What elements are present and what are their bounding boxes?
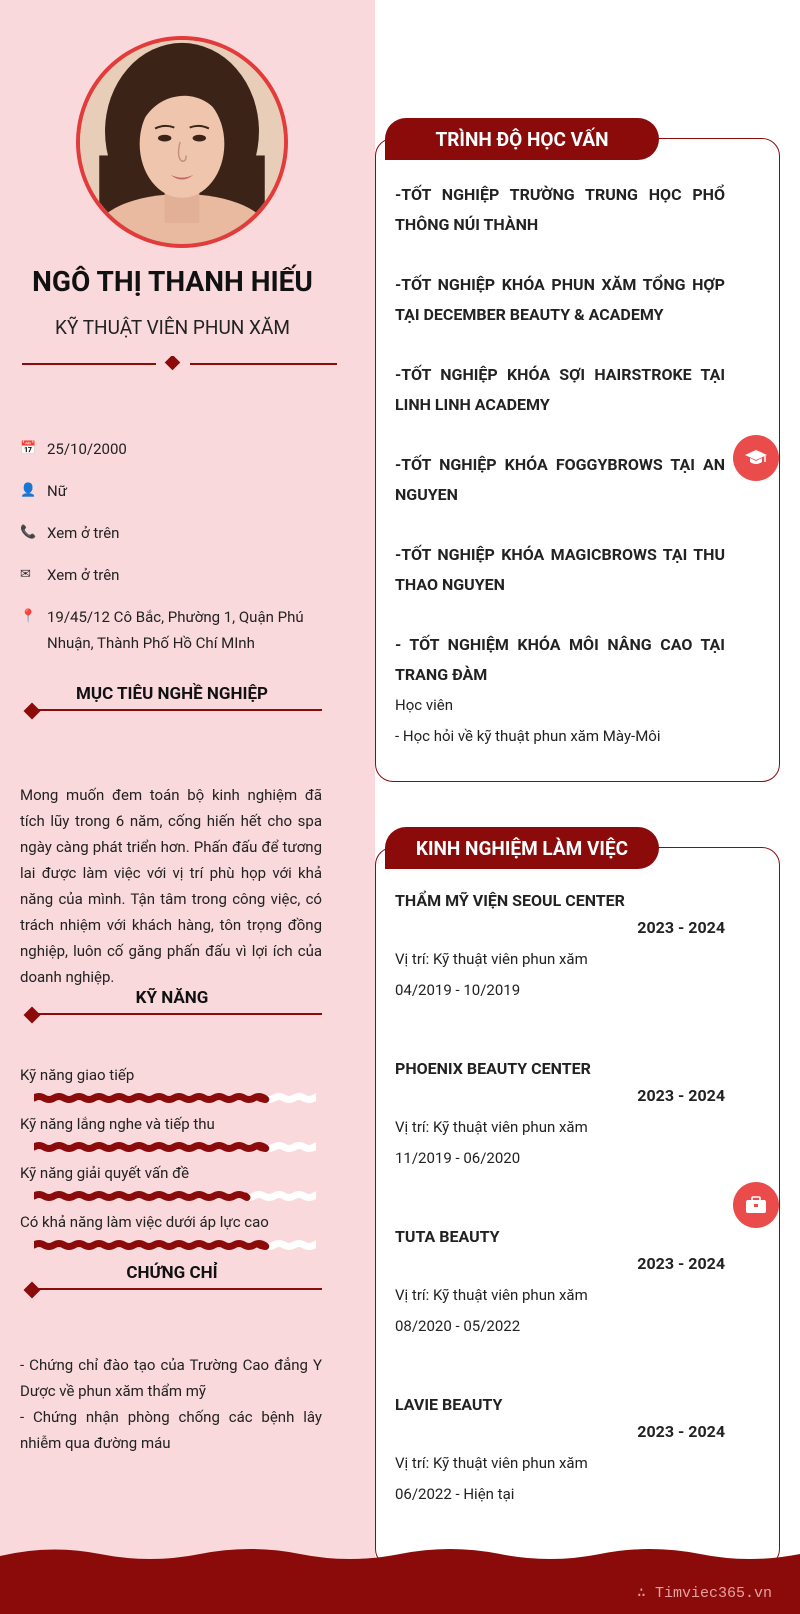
name-divider	[22, 356, 337, 372]
skill-bar-fill	[34, 1244, 266, 1247]
job-period: 08/2020 - 05/2022	[395, 1317, 521, 1335]
education-heading: TRÌNH ĐỘ HỌC VẤN	[385, 118, 659, 160]
education-list	[395, 180, 725, 752]
objective-heading-block	[22, 684, 322, 714]
contact-info	[20, 436, 340, 672]
job-period: 04/2019 - 10/2019	[395, 981, 521, 999]
job-item	[395, 1056, 725, 1224]
skill-level-bar	[34, 1190, 316, 1202]
candidate-job-title: KỸ THUẬT VIÊN PHUN XĂM	[55, 316, 290, 339]
job-years: 2023 - 2024	[637, 1254, 725, 1273]
skill-level-bar	[34, 1239, 316, 1251]
experience-list	[395, 888, 725, 1560]
skills-heading: KỸ NĂNG	[135, 988, 209, 1008]
briefcase-icon	[733, 1182, 779, 1228]
candidate-name: NGÔ THỊ THANH HIẾU	[32, 265, 313, 298]
job-company: PHOENIX BEAUTY CENTER	[395, 1059, 591, 1078]
skill-label: Kỹ năng lắng nghe và tiếp thu	[20, 1115, 215, 1133]
education-item: -TỐT NGHIỆP KHÓA PHUN XĂM TỔNG HỢP TẠI DECEMBER BEAUTY & ACADEMY	[395, 275, 725, 324]
gender-value: Nữ	[47, 482, 67, 500]
phone-icon: 📞	[20, 525, 37, 540]
job-role: Vị trí: Kỹ thuật viên phun xăm	[395, 1118, 588, 1136]
gender-row	[20, 478, 340, 504]
skill-bar-fill	[34, 1146, 266, 1149]
job-period: 06/2022 - Hiện tại	[395, 1485, 515, 1503]
birthday-value: 25/10/2000	[47, 440, 127, 458]
person-icon: 👤	[20, 483, 37, 498]
experience-heading: KINH NGHIỆM LÀM VIỆC	[385, 827, 659, 869]
skills-list	[20, 1066, 322, 1262]
education-item: -TỐT NGHIỆP KHÓA FOGGYBROWS TẠI AN NGUYEN	[395, 455, 725, 504]
job-item	[395, 1224, 725, 1392]
certificate-item: - Chứng nhận phòng chống các bệnh lây nhiễm qua đường máu	[20, 1408, 322, 1452]
skill-label: Kỹ năng giao tiếp	[20, 1066, 135, 1084]
calendar-icon: 📅	[20, 441, 37, 456]
job-years: 2023 - 2024	[637, 918, 725, 937]
skill-label: Có khả năng làm việc dưới áp lực cao	[20, 1213, 269, 1231]
job-item	[395, 1392, 725, 1560]
skill-level-bar	[34, 1092, 316, 1104]
job-period: 11/2019 - 06/2020	[395, 1149, 521, 1167]
email-value: Xem ở trên	[47, 566, 120, 584]
footer-wave	[0, 1544, 800, 1614]
job-years: 2023 - 2024	[637, 1086, 725, 1105]
skill-label: Kỹ năng giải quyết vấn đề	[20, 1164, 190, 1182]
certificates-heading-line	[32, 1288, 322, 1290]
job-years: 2023 - 2024	[637, 1422, 725, 1441]
education-item: -TỐT NGHIỆP TRƯỜNG TRUNG HỌC PHỔ THÔNG NÚI THÀNH	[395, 185, 725, 234]
job-company: TUTA BEAUTY	[395, 1227, 500, 1246]
address-value: 19/45/12 Cô Bắc, Phường 1, Quận Phú Nhuận, Thành Phố Hồ Chí MInh	[47, 608, 304, 652]
job-company: LAVIE BEAUTY	[395, 1395, 503, 1414]
skill-item	[20, 1164, 322, 1213]
certificates-heading: CHỨNG CHỈ	[126, 1263, 218, 1283]
skill-item	[20, 1115, 322, 1164]
objective-heading: MỤC TIÊU NGHỀ NGHIỆP	[76, 684, 268, 704]
location-pin-icon: 📍	[20, 609, 37, 624]
skill-item	[20, 1213, 322, 1262]
education-role: Học viên	[395, 696, 453, 714]
skill-bar-fill	[34, 1097, 266, 1100]
avatar	[76, 36, 288, 248]
skill-item	[20, 1066, 322, 1115]
job-role: Vị trí: Kỹ thuật viên phun xăm	[395, 1454, 588, 1472]
skill-bar-fill	[34, 1195, 247, 1198]
footer-brand: ∴ Timviec365.vn	[636, 1585, 772, 1602]
phone-row	[20, 520, 340, 546]
job-item	[395, 888, 725, 1056]
objective-text: Mong muốn đem toán bộ kinh nghiệm đã tích lũy trong 6 năm, cống hiến hết cho spa ngày càng phát triển hơn. Phấn đấu để tương lai được làm việc với vị trí phù họp với khả năng của mình. Tận tâm trong công việc, có trách nhiệm với khách hàng, tôn trọng đồng nghiệp, luôn cố găng phấn đấu vì lợi ích của doanh nghiệp.	[20, 786, 322, 986]
skill-level-bar	[34, 1141, 316, 1153]
objective-heading-line	[32, 709, 322, 711]
certificate-item: - Chứng chỉ đào tạo của Trường Cao đẳng Y Dược về phun xăm thẩm mỹ	[20, 1356, 322, 1400]
certificates-heading-block	[22, 1263, 322, 1293]
education-item: -TỐT NGHIỆP KHÓA MAGICBROWS TẠI THU THAO NGUYEN	[395, 545, 725, 594]
job-role: Vị trí: Kỹ thuật viên phun xăm	[395, 1286, 588, 1304]
email-row	[20, 562, 340, 588]
graduation-cap-icon	[733, 435, 779, 481]
phone-value: Xem ở trên	[47, 524, 120, 542]
email-icon: ✉	[20, 567, 31, 582]
education-item: - TỐT NGHIỆM KHÓA MÔI NÂNG CAO TẠI TRANG ĐÀM	[395, 635, 725, 684]
address-row	[20, 604, 340, 656]
education-note: - Học hỏi về kỹ thuật phun xăm Mày-Môi	[395, 727, 661, 745]
job-company: THẨM MỸ VIỆN SEOUL CENTER	[395, 891, 625, 910]
skills-heading-line	[32, 1013, 322, 1015]
education-item: -TỐT NGHIỆP KHÓA SỢI HAIRSTROKE TẠI LINH LINH ACADEMY	[395, 365, 725, 414]
skills-heading-block	[22, 988, 322, 1018]
birthday-row	[20, 436, 340, 462]
job-role: Vị trí: Kỹ thuật viên phun xăm	[395, 950, 588, 968]
footer-brand-text: Timviec365.vn	[654, 1585, 772, 1602]
certificates-list	[20, 1352, 322, 1456]
